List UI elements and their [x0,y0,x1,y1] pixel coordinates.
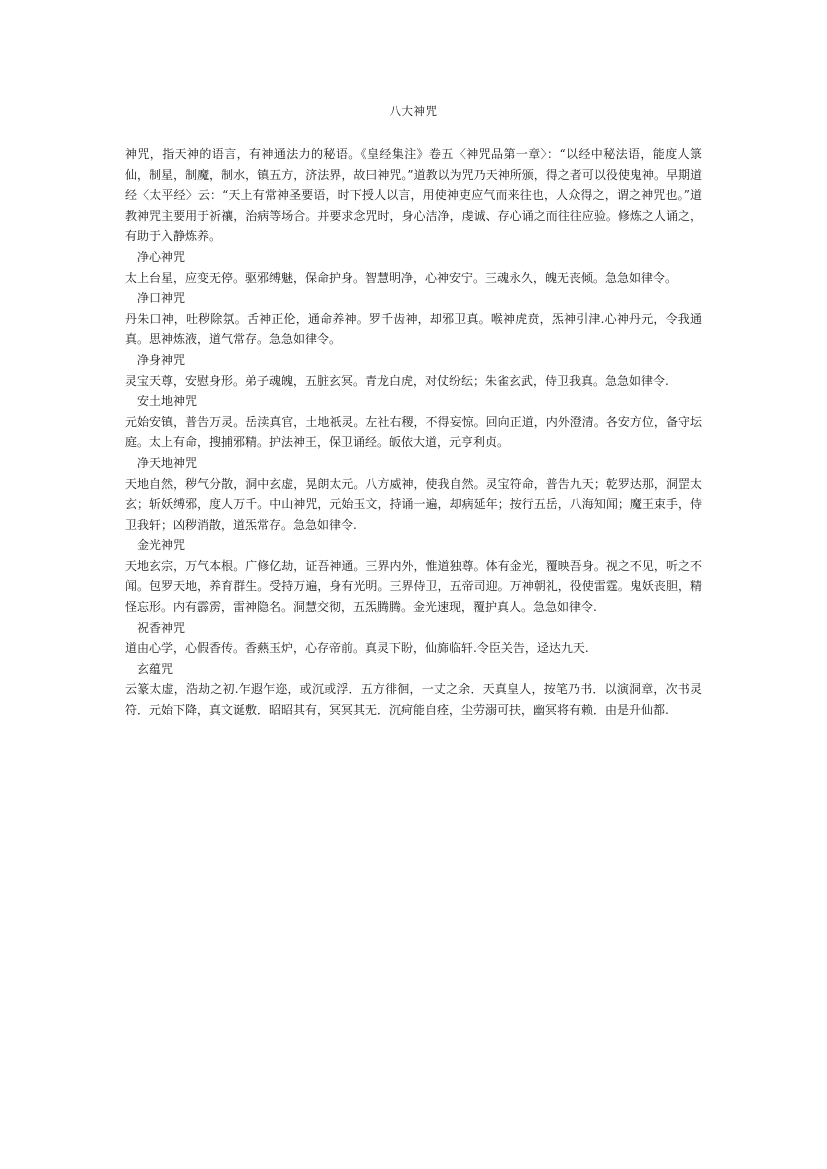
intro-paragraph: 神咒，指天神的语言，有神通法力的秘语。《皇经集注》卷五〈神咒品第一章〉：“以经中秘法语，能度人箓仙，制星，制魔，制水，镇五方，济法界，故曰神咒。”道教以为咒乃天神所颁，得之者可以役使鬼神。早期道经〈太平经〉云：“天上有常神圣要语，时下授人以言，用使神吏应气而来往也，人众得之，谓之神咒也。”道教神咒主要用于祈禳，治病等场合。并要求念咒时，身心洁净，虔诚、存心诵之而往往应验。修炼之人诵之，有助于入静炼养。 [125,147,702,244]
section-heading-jinguang: 金光神咒 [137,538,186,553]
section-heading-zhuxiang: 祝香神咒 [137,620,186,635]
document-body [125,144,702,721]
section-text-antudi: 元始安镇，普告万灵。岳渎真官，土地祇灵。左社右稷，不得妄惊。回向正道，内外澄清。各安方位，备守坛庭。太上有命，搜捕邪精。护法神王，保卫诵经。皈依大道，元亨利贞。 [125,414,702,450]
section-text-jingshen: 灵宝天尊，安慰身形。弟子魂魄，五脏玄冥。青龙白虎，对仗纷纭；朱雀玄武，侍卫我真。急急如律令. [125,373,669,388]
section-text-zhuxiang: 道由心学，心假香传。香爇玉炉，心存帝前。真灵下盼，仙旆临轩.令臣关告，迳达九天. [125,641,589,656]
section-heading-jingshen: 净身神咒 [137,352,186,367]
section-text-jingxin: 太上台星，应变无停。驱邪缚魅，保命护身。智慧明净，心神安宁。三魂永久，魄无丧倾。急急如律令。 [125,270,678,285]
section-text-jingtiandi: 天地自然，秽气分散，洞中玄虚，晃朗太元。八方威神，使我自然。灵宝符命，普告九天；乾罗达那，洞罡太玄；斩妖缚邪，度人万千。中山神咒，元始玉文，持诵一遍，却病延年；按行五岳，八海知闻；魔王束手，侍卫我轩；凶秽消散，道炁常存。急急如律令. [125,476,702,532]
section-heading-jingtiandi: 净天地神咒 [137,455,198,470]
section-heading-jingxin: 净心神咒 [137,249,186,264]
section-text-jingkou: 丹朱口神，吐秽除氛。舌神正伦，通命养神。罗千齿神，却邪卫真。喉神虎贲，炁神引津.心神丹元，令我通真。思神炼液，道气常存。急急如律令。 [125,311,702,347]
document-title: 八大神咒 [389,104,438,118]
section-text-jinguang: 天地玄宗，万气本根。广修亿劫，证吾神通。三界内外，惟道独尊。体有金光，覆映吾身。视之不见，听之不闻。包罗天地，养育群生。受持万遍，身有光明。三界侍卫，五帝司迎。万神朝礼，役使雷霆。鬼妖丧胆，精怪忘形。内有霹雳，雷神隐名。洞慧交彻，五炁腾腾。金光速现，覆护真人。急急如律令. [125,558,702,615]
section-heading-antudi: 安土地神咒 [137,394,198,409]
section-heading-jingkou: 净口神咒 [137,291,186,306]
section-heading-xuanyun: 玄蕴咒 [137,661,174,676]
section-text-xuanyun: 云篆太虚，浩劫之初.乍遐乍迩，或沉或浮．五方徘徊，一丈之余．天真皇人，按笔乃书．以演洞章，次书灵符．元始下降，真文诞敷．昭昭其有，冥冥其无．沉疴能自痊，尘劳溺可扶，幽冥将有赖．由是升仙都. [125,682,702,718]
